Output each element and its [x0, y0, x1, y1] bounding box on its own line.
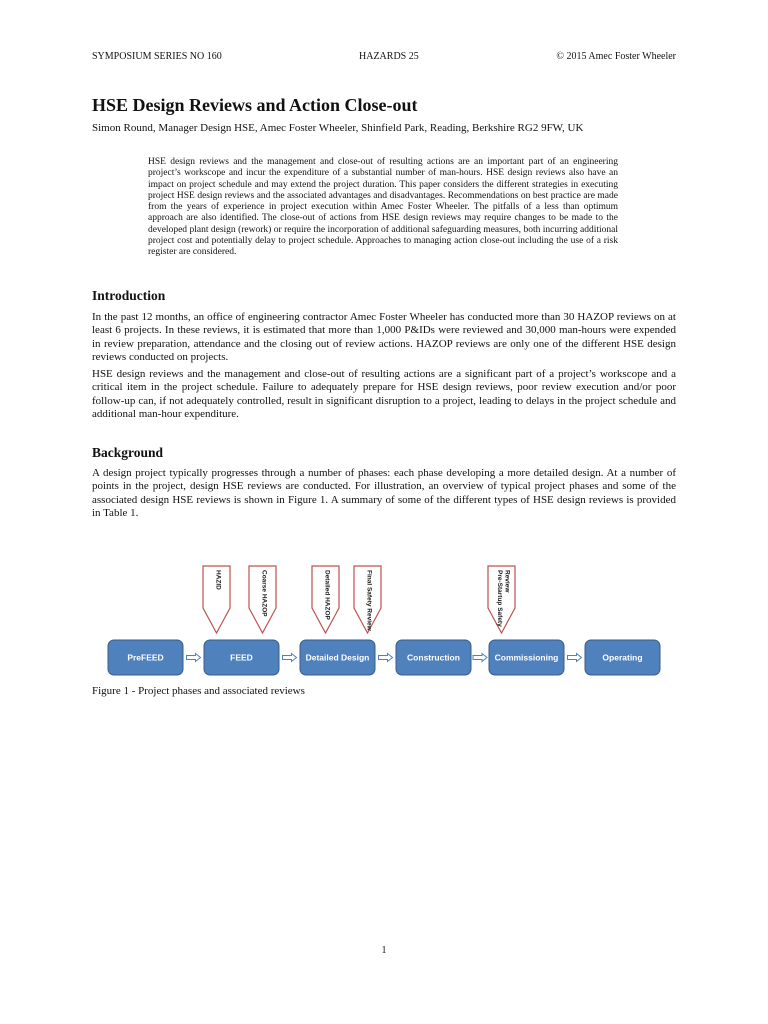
review-final-safety-review [354, 566, 381, 633]
review-pre-startup-safety-review [488, 566, 515, 633]
paper-title: HSE Design Reviews and Action Close-out [92, 95, 418, 115]
section-heading-background: Background [92, 445, 164, 460]
flow-arrow [187, 654, 201, 662]
phase-commissioning [489, 640, 564, 675]
review-label: Coarse HAZOP [260, 570, 268, 617]
review-detailed-hazop [312, 566, 339, 633]
flow-arrow [568, 654, 582, 662]
review-label: Final Safety Review [365, 570, 373, 631]
review-label: Pre-Startup SafetyReview [496, 570, 511, 627]
author-line: Simon Round, Manager Design HSE, Amec Foster Wheeler, Shinfield Park, Reading, Berkshire RG2 9FW, UK [92, 122, 584, 134]
introduction-paragraph-2: HSE design reviews and the management and close-out of resulting actions are a significant part of a project’s workscope and a critical item in the project schedule. Failure to adequately prepare for HSE design reviews, poor review execution and/or poor follow-up can, if not adequately controlled, result in significant disruption to a project, leading to delays in the project schedule and additional man-hour expenditure. [92, 368, 676, 421]
header-copyright: © 2015 Amec Foster Wheeler [556, 51, 676, 62]
running-header [92, 50, 676, 64]
section-heading-introduction: Introduction [92, 288, 166, 303]
phase-label: Commissioning [494, 652, 559, 663]
flow-arrow [473, 654, 487, 662]
phase-label: Operating [602, 652, 643, 663]
review-hazid [203, 566, 230, 633]
phase-label: PreFEED [127, 652, 164, 663]
phase-feed [204, 640, 279, 675]
review-label: HAZID [214, 570, 222, 590]
project-phases-diagram [92, 560, 676, 690]
phase-construction [396, 640, 471, 675]
figure-caption: Figure 1 - Project phases and associated reviews [92, 685, 305, 697]
phase-label: FEED [230, 652, 253, 663]
phase-label: Construction [407, 652, 460, 663]
header-series: SYMPOSIUM SERIES NO 160 [92, 51, 222, 62]
review-coarse-hazop [249, 566, 276, 633]
header-event: HAZARDS 25 [359, 51, 419, 62]
phase-detailed-design [300, 640, 375, 675]
flow-arrow [283, 654, 297, 662]
flow-arrow [379, 654, 393, 662]
abstract: HSE design reviews and the management and close-out of resulting actions are an important part of an engineering project’s workscope and incur the expenditure of a substantial number of man-hours. HSE design reviews also have an impact on project schedule and may extend the project duration. This paper considers the different strategies in executing project HSE design reviews and the associated advantages and disadvantages. Recommendations on best practice are made from the years of experience in project execution within Amec Foster Wheeler. The pitfalls of a less than optimum approach are also identified. The close-out of actions from HSE design reviews may require changes to be made to the developed plant design (rework) or require the incorporation of additional safeguarding measures, both incurring additional project cost and potentially delay to project schedule. Approaches to managing action close-out including the use of a risk register are considered. [148, 157, 618, 258]
phase-label: Detailed Design [305, 652, 370, 663]
page-number: 1 [381, 945, 387, 956]
review-label: Detailed HAZOP [323, 570, 331, 620]
phase-operating [585, 640, 660, 675]
background-paragraph-1: A design project typically progresses through a number of phases: each phase developing a more detailed design. At a number of points in the project, design HSE reviews are conducted. For illustration, an overview of typical project phases and some of the associated design HSE reviews is shown in Figure 1. A summary of some of the different types of HSE design reviews is provided in Table 1. [92, 467, 676, 520]
introduction-paragraph-1: In the past 12 months, an office of engineering contractor Amec Foster Wheeler has conducted more than 30 HAZOP reviews on at least 6 projects. In these reviews, it is estimated that more than 1,000 P&IDs were reviewed and 30,000 man-hours were expended in review preparation, attendance and the closing out of review actions. HAZOP reviews are only one of the different HSE design reviews conducted on projects. [92, 311, 676, 364]
phase-prefeed [108, 640, 183, 675]
